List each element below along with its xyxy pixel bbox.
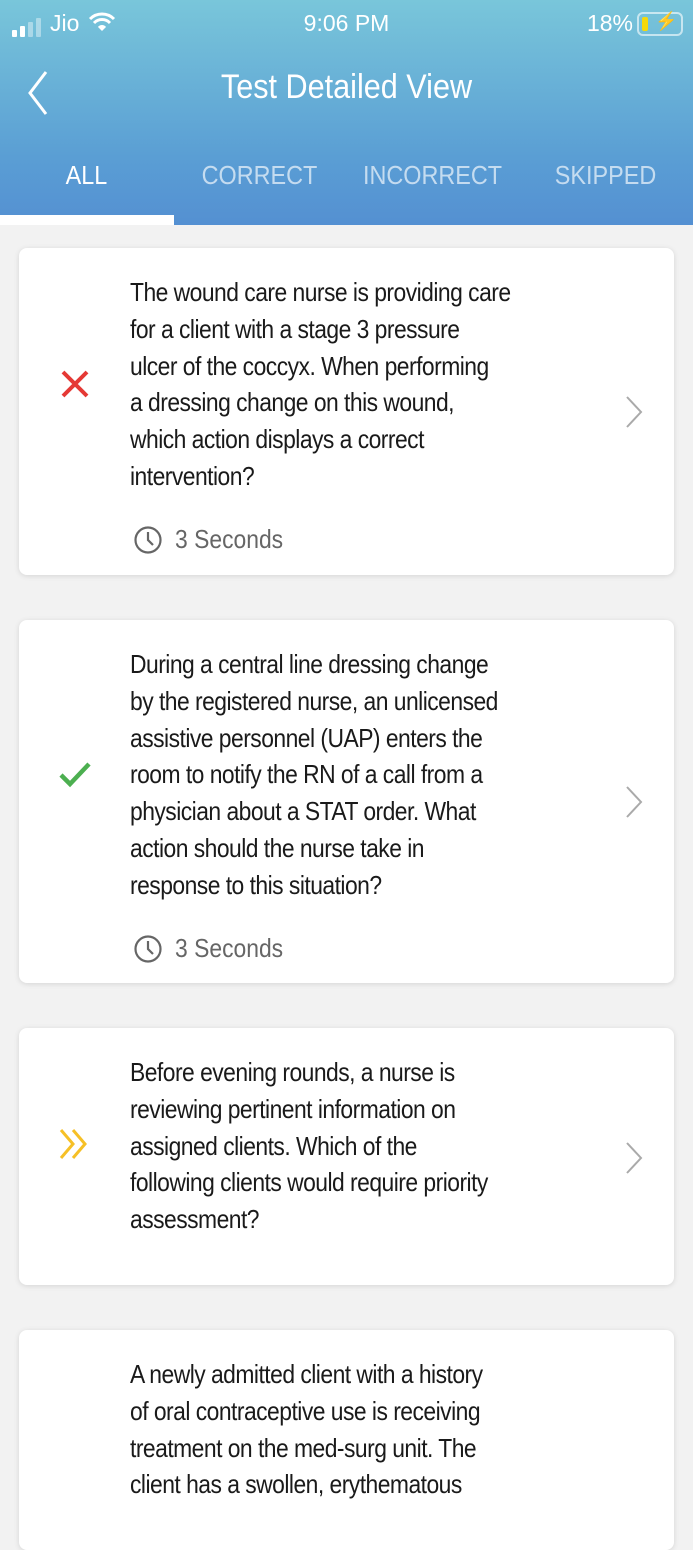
question-line: Before evening rounds, a nurse is [130, 1057, 455, 1087]
question-line: a dressing change on this wound, [130, 387, 455, 418]
chevron-right-icon[interactable] [624, 394, 644, 430]
question-line: A newly admitted client with a history [130, 1359, 483, 1389]
skipped-double-chevron-icon [57, 1126, 93, 1162]
question-line: response to this situation? [130, 869, 382, 900]
question-line: treatment on the med-surg unit. The [130, 1432, 477, 1463]
incorrect-x-icon [57, 366, 93, 402]
time-taken [133, 933, 298, 964]
question-line: reviewing pertinent information on [130, 1093, 456, 1124]
carrier-label: Jio [50, 10, 80, 36]
status-bar [0, 8, 693, 38]
active-tab-indicator [0, 215, 174, 225]
question-text [130, 274, 511, 495]
time-taken [133, 524, 298, 555]
question-line: assessment? [130, 1204, 260, 1235]
time-label: 3 Seconds [175, 524, 284, 554]
question-text [130, 1356, 483, 1503]
question-card[interactable] [19, 248, 674, 575]
battery-icon: ⚡ [637, 12, 683, 36]
tab-all[interactable]: ALL [65, 160, 108, 190]
question-line: physician about a STAT order. What [130, 796, 476, 827]
question-text [130, 1054, 488, 1238]
question-line: ulcer of the coccyx. When performing [130, 350, 489, 381]
clock-icon [133, 934, 163, 964]
question-card[interactable] [19, 1028, 674, 1285]
correct-check-icon [57, 756, 93, 792]
question-line: of oral contraceptive use is receiving [130, 1395, 481, 1426]
chevron-right-icon[interactable] [624, 784, 644, 820]
clock: 9:06 PM [303, 10, 390, 36]
question-line: action should the nurse take in [130, 832, 424, 863]
question-line: The wound care nurse is providing care [130, 277, 511, 307]
question-line: assistive personnel (UAP) enters the [130, 722, 483, 753]
chevron-right-icon[interactable] [624, 1140, 644, 1176]
tab-correct[interactable]: CORRECT [201, 160, 318, 190]
app-header [0, 0, 693, 225]
question-line: client has a swollen, erythematous [130, 1469, 462, 1500]
question-line: following clients would require priority [130, 1167, 488, 1198]
question-line: by the registered nurse, an unlicensed [130, 685, 498, 716]
question-card[interactable] [19, 620, 674, 983]
battery-percent: 18% [586, 10, 633, 36]
question-text [130, 646, 498, 904]
filter-tabs [0, 160, 693, 191]
tab-skipped[interactable]: SKIPPED [554, 160, 657, 190]
question-line: for a client with a stage 3 pressure [130, 313, 460, 344]
page-title: Test Detailed View [220, 68, 473, 106]
question-line: assigned clients. Which of the [130, 1130, 417, 1161]
question-line: room to notify the RN of a call from a [130, 759, 483, 790]
question-line: intervention? [130, 460, 255, 491]
time-label: 3 Seconds [175, 933, 284, 963]
question-line: During a central line dressing change [130, 649, 489, 679]
question-card[interactable] [19, 1330, 674, 1550]
question-line: which action displays a correct [130, 424, 424, 455]
clock-icon [133, 525, 163, 555]
tab-incorrect[interactable]: INCORRECT [362, 160, 503, 190]
